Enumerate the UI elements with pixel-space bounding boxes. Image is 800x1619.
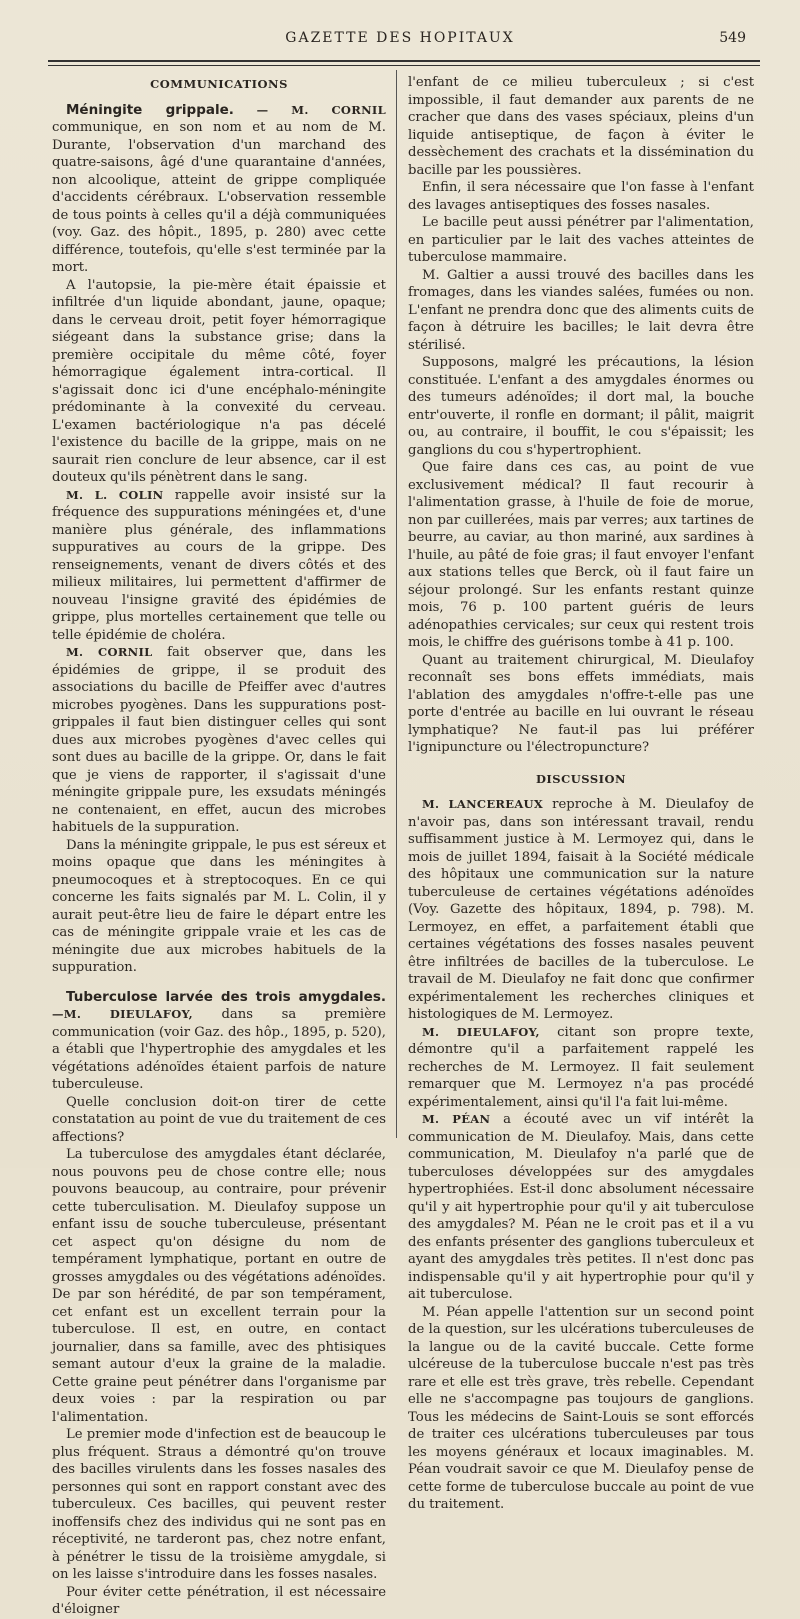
paragraph-text: Le bacille peut aussi pénétrer par l'alimentation, en particulier par le lait des vaches atteintes de tuberculose mammaire. — [408, 215, 754, 265]
author-name: — M. CORNIL — [256, 102, 386, 117]
paragraph-text: rappelle avoir insisté sur la fréquence des suppurations méningées et, d'une manière plus générale, des inflammations suppuratives au cours de la grippe. Des renseignements, venant de divers côtés et des milieux militaires, lui permettent d'affirmer de nouveau l'insigne gravité des épidémies de grippe, plus mortelles certainement que telle ou telle épidémie de choléra. — [52, 487, 386, 643]
left-column — [52, 74, 386, 1619]
spacer — [52, 977, 386, 989]
article-paragraph — [408, 1024, 754, 1112]
paragraph-text: M. Péan appelle l'attention sur un second point de la question, sur les ulcérations tuberculeuses de la langue ou de la cavité buccale. Cette forme ulcéreuse de la tuberculose buccale n'est pas très rare et elle est très grave, très rebelle. Cependant elle ne s'accompagne pas toujours de ganglions. Tous les médecins de Saint-Louis se sont efforcés de traiter ces ulcérations tuberculeuses par tous les moyens généraux et locaux imaginables. M. Péan voudrait savoir ce que M. Dieulafoy pense de cette forme de tuberculose buccale au point de vue du traitement. — [408, 1304, 754, 1512]
header-rule-thin — [48, 65, 760, 66]
paragraph-text: fait observer que, dans les épidémies de grippe, il se produit des associations du bacille de Pfeiffer avec d'autres microbes pyogènes. Dans les suppurations post-grippales il faut bien distinguer celles qui sont dues aux microbes pyogènes d'avec celles qui sont dues au bacille de la grippe. Or, dans le fait que je viens de rapporter, il s'agissait d'une méningite grippale pure, les exsudats méningés ne contenaient, en effet, aucun des microbes habituels de la suppuration. — [52, 645, 386, 835]
paragraph-text: dans sa première communication (voir Gaz. des hôp., 1895, p. 520), a établi que l'hypertrophie des amygdales et les végétations adénoïdes étaient parfois de nature tuberculeuse. — [52, 1007, 386, 1092]
paragraph-text: Supposons, malgré les précautions, la lésion constituée. L'enfant a des amygdales énormes ou des tumeurs adénoïdes; il dort mal, la bouche entr'ouverte, il ronfle en dormant; il pâlit, maigrit ou, au contraire, il bouffit, le cou s'épaissit; les ganglions du cou s'hypertrophient. — [408, 355, 754, 458]
article-paragraph — [52, 644, 386, 837]
page-number: 549 — [719, 30, 746, 46]
section-heading-communications: COMMUNICATIONS — [150, 77, 288, 91]
article-paragraph — [408, 796, 754, 1024]
author-name: M. LANCEREAUX — [422, 797, 544, 811]
article-paragraph — [52, 102, 386, 277]
article-title: Méningite grippale. — [66, 101, 234, 118]
paragraph-text: M. Galtier a aussi trouvé des bacilles dans les fromages, dans les viandes salées, fumées ou non. L'enfant ne prendra donc que des aliments cuits de façon à détruire les bacilles; le lait devra être stérilisé. — [408, 267, 754, 353]
author-name: M. L. COLIN — [66, 487, 164, 502]
right-column — [408, 74, 754, 1514]
paragraph-text: La tuberculose des amygdales étant déclarée, nous pouvons peu de chose contre elle; nous pouvons beaucoup, au contraire, pour prévenir cette tuberculisation. M. Dieulafoy suppose un enfant issu de souche tuberculeuse, présentant cet aspect qu'on désigne du nom de tempérament lymphatique, portant en outre de grosses amygdales ou des végétations adénoïdes. De par son hérédité, de par son tempérament, cet enfant est un excellent terrain pour la tuberculose. Il est, en outre, en contact journalier, dans sa famille, avec des phtisiques semant autour d'eux la graine de la maladie. Cette graine peut pénétrer dans l'organisme par deux voies : par la respiration ou par l'alimentation. — [52, 1147, 386, 1425]
running-header — [48, 30, 752, 52]
paragraph-text: l'enfant de ce milieu tuberculeux ; si c'est impossible, il faut demander aux parents de ne cracher que dans des vases spéciaux, pleins d'un liquide antiseptique, de façon à éviter le dessèchement des crachats et la dissémination du bacille par les poussières. — [408, 75, 754, 178]
spacer — [408, 757, 754, 769]
author-name: M. CORNIL — [66, 645, 153, 659]
paragraph-text: Enfin, il sera nécessaire que l'on fasse à l'enfant des lavages antiseptiques des fosses nasales. — [408, 180, 754, 213]
header-rule-thick — [48, 60, 760, 62]
author-name: —M. DIEULAFOY, — [52, 1007, 193, 1021]
author-name: M. PÉAN — [422, 1112, 491, 1126]
paragraph-text: a écouté avec un vif intérêt la communication de M. Dieulafoy. Mais, dans cette communication, M. Dieulafoy n'a parlé que de tuberculoses développées sur des amygdales hypertrophiées. Est-il donc absolument nécessaire qu'il y ait hypertrophie pour qu'il y ait tuberculose des amygdales? M. Péan ne le croit pas et il a vu des enfants présenter des ganglions tuberculeux et ayant des amygdales très petites. Il n'est donc pas indispensable qu'il y ait hypertrophie pour qu'il y ait tuberculose. — [408, 1112, 754, 1302]
paragraph-text: Quelle conclusion doit-on tirer de cette constatation au point de vue du traitement de ces affections? — [52, 1094, 386, 1145]
paragraph-text: communique, en son nom et au nom de M. Durante, l'observation d'un marchand des quatre-saisons, âgé d'une quarantaine d'années, non alcoolique, atteint de grippe compliquée d'accidents cérébraux. L'observation ressemble de tous points à celles qu'il a déjà communiquées (voy. Gaz. des hôpit., 1895, p. 280) avec cette différence, toutefois, qu'elle s'est terminée par la mort. — [52, 120, 386, 275]
author-name: M. DIEULAFOY, — [422, 1024, 540, 1039]
journal-title: GAZETTE DES HOPITAUX — [285, 30, 515, 46]
paragraph-text: Que faire dans ces cas, au point de vue exclusivement médical? Il faut recourir à l'alimentation grasse, à l'huile de foie de morue, non par cuillerées, mais par verres; aux tartines de beurre, au caviar, au thon mariné, aux sardines à l'huile, au pâté de foie gras; il faut envoyer l'enfant aux stations telles que Berck, où il faut faire un séjour prolongé. Sur les enfants restant quinze mois, 76 p. 100 partent guéris de leurs adénopathies cervicales; sur ceux qui restent trois mois, le chiffre des guérisons tombe à 41 p. 100. — [408, 460, 754, 650]
article-paragraph — [52, 487, 386, 645]
paragraph-text: Le premier mode d'infection est de beaucoup le plus fréquent. Straus a démontré qu'on trouve des bacilles virulents dans les fosses nasales des personnes qui sont en rapport constant avec des tuberculeux. Ces bacilles, qui peuvent rester inoffensifs chez des individus qui ne sont pas en réceptivité, ne tarderont pas, chez notre enfant, à pénétrer le tissu de la troisième amygdale, si on les laisse s'introduire dans les fosses nasales. — [52, 1427, 386, 1582]
article-paragraph — [52, 989, 386, 1094]
paragraph-text: A l'autopsie, la pie-mère était épaissie et infiltrée d'un liquide abondant, jaune, opaque; dans le cerveau droit, petit foyer hémorragique siégeant dans la substance grise; dans la première occipitale du même côté, foyer hémorragique également intra-cortical. Il s'agissait donc ici d'une encéphalo-méningite prédominante à la convexité du cerveau. L'examen bactériologique n'a pas décelé l'existence du bacille de la grippe, mais on ne saurait rien conclure de leur absence, car il est douteux qu'ils pénètrent dans le sang. — [52, 277, 386, 485]
article-title: Tuberculose larvée des trois amygdales. — [66, 988, 386, 1005]
paragraph-text: Quant au traitement chirurgical, M. Dieulafoy reconnaît ses bons effets immédiats, mais l'ablation des amygdales n'offre-t-elle pas une porte d'entrée au bacille en lui ouvrant le réseau lymphatique? Ne faut-il pas lui préférer l'ignipuncture ou l'électropuncture? — [408, 652, 754, 755]
paragraph-text: citant son propre texte, démontre qu'il a parfaitement rappelé les recherches de M. Lermoyez. Il fait seulement remarquer que M. Lermoyez n'a pas procédé expérimentalement, ainsi qu'il l'a fait lui-même. — [408, 1024, 754, 1110]
article-paragraph — [408, 1111, 754, 1304]
column-divider — [396, 70, 397, 1138]
section-heading-discussion: DISCUSSION — [535, 771, 627, 786]
paragraph-text: Dans la méningite grippale, le pus est séreux et moins opaque que dans les méningites à pneumocoques et à streptocoques. En ce qui concerne les faits signalés par M. L. Colin, il y aurait peut-être lieu de faire le départ entre les cas de méningite grippale vraie et les cas de méningite due aux microbes habituels de la suppuration. — [52, 837, 386, 975]
paragraph-text: Pour éviter cette pénétration, il est nécessaire d'éloigner — [52, 1584, 386, 1617]
paragraph-text: reproche à M. Dieulafoy de n'avoir pas, dans son intéressant travail, rendu suffisamment justice à M. Lermoyez qui, dans le mois de juillet 1894, faisait à la Société médicale des hôpitaux une communication sur la nature tuberculeuse de certaines végétations adénoïdes (Voy. Gazette des hôpitaux, 1894, p. 798). M. Lermoyez, en effet, a parfaitement établi que certaines végétations des fosses nasales peuvent être infiltrées de bacilles de la tuberculose. Le travail de M. Dieulafoy ne fait donc que confirmer expérimentalement les recherches cliniques et histologiques de M. Lermoyez. — [408, 797, 754, 1022]
